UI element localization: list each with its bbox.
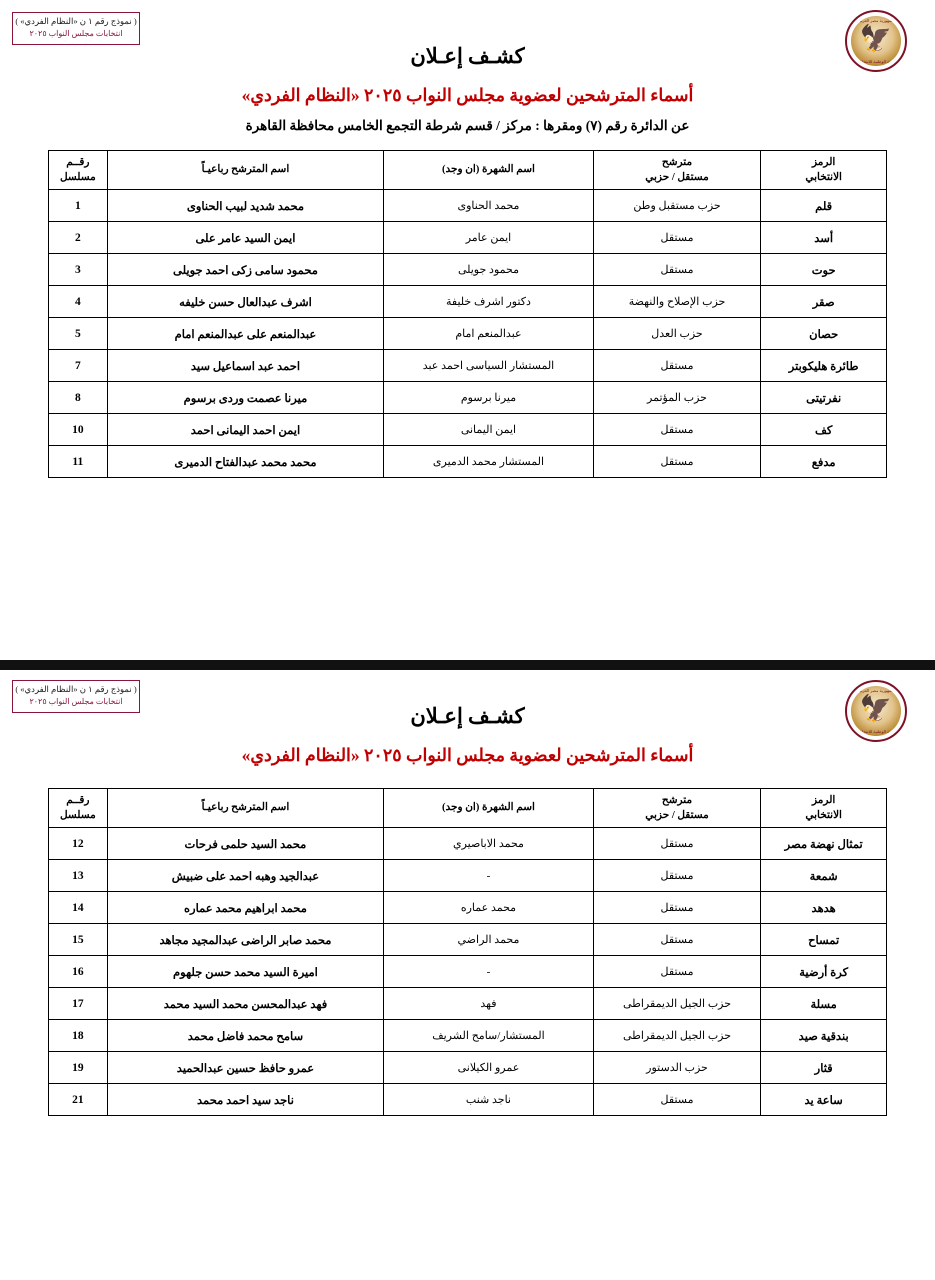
emblem-arc-top-text: جمهورية مصر العربية <box>857 688 895 693</box>
cell-fame: المستشار محمد الدميرى <box>384 446 594 478</box>
cell-symbol: بندقية صيد <box>761 1020 887 1052</box>
cell-symbol: صقر <box>761 286 887 318</box>
cell-name: فهد عبدالمحسن محمد السيد محمد <box>107 988 384 1020</box>
cell-symbol: هدهد <box>761 892 887 924</box>
cell-symbol: شمعة <box>761 860 887 892</box>
cell-number: 17 <box>49 988 108 1020</box>
column-header-symbol: الرمز الانتخابي <box>761 151 887 190</box>
cell-number: 1 <box>49 190 108 222</box>
emblem-arc-bottom-text: الهيئة الوطنية للانتخابات <box>855 729 897 734</box>
cell-fame: المستشار/سامح الشريف <box>384 1020 594 1052</box>
cell-party: مستقل <box>593 860 761 892</box>
table-row <box>49 1020 887 1052</box>
cell-name: عمرو حافظ حسين عبدالحميد <box>107 1052 384 1084</box>
cell-fame: عبدالمنعم امام <box>384 318 594 350</box>
cell-party: مستقل <box>593 414 761 446</box>
cell-number: 14 <box>49 892 108 924</box>
cell-number: 7 <box>49 350 108 382</box>
national-election-authority-emblem-icon <box>845 680 907 742</box>
cell-fame: عمرو الكيلانى <box>384 1052 594 1084</box>
cell-party: مستقل <box>593 828 761 860</box>
cell-party: مستقل <box>593 350 761 382</box>
cell-symbol: حوت <box>761 254 887 286</box>
column-header-fame: اسم الشهرة (ان وجد) <box>384 151 594 190</box>
cell-symbol: قلم <box>761 190 887 222</box>
page-separator <box>0 660 935 670</box>
cell-name: عبدالمنعم على عبدالمنعم امام <box>107 318 384 350</box>
cell-symbol: تمثال نهضة مصر <box>761 828 887 860</box>
cell-party: حزب الدستور <box>593 1052 761 1084</box>
form-code-line2: انتخابات مجلس النواب ٢٠٢٥ <box>29 697 123 707</box>
table-row <box>49 956 887 988</box>
table-row <box>49 254 887 286</box>
emblem-inner <box>851 16 901 66</box>
cell-name: ميرنا عصمت وردى برسوم <box>107 382 384 414</box>
table-row <box>49 414 887 446</box>
column-header-party: مترشح مستقل / حزبي <box>593 789 761 828</box>
cell-fame: المستشار السياسى احمد عبد <box>384 350 594 382</box>
form-code-line1: ( نموذج رقم ١ ن «النظام الفردي» ) <box>15 16 137 26</box>
cell-name: محمد صابر الراضى عبدالمجيد مجاهد <box>107 924 384 956</box>
cell-name: سامح محمد فاضل محمد <box>107 1020 384 1052</box>
cell-symbol: كف <box>761 414 887 446</box>
cell-symbol: مدفع <box>761 446 887 478</box>
document-page-2 <box>0 670 935 1280</box>
cell-fame: محمد الراضي <box>384 924 594 956</box>
cell-party: مستقل <box>593 1084 761 1116</box>
cell-fame: ايمن عامر <box>384 222 594 254</box>
page-subtitle: أسماء المترشحين لعضوية مجلس النواب ٢٠٢٥ «النظام الفردي» <box>241 85 694 105</box>
cell-party: حزب الإصلاح والنهضة <box>593 286 761 318</box>
cell-fame: محمد الحناوى <box>384 190 594 222</box>
cell-symbol: أسد <box>761 222 887 254</box>
cell-party: حزب الجيل الديمقراطى <box>593 988 761 1020</box>
cell-number: 3 <box>49 254 108 286</box>
cell-name: محمد محمد عبدالفتاح الدميرى <box>107 446 384 478</box>
cell-fame: ناجد شنب <box>384 1084 594 1116</box>
cell-number: 4 <box>49 286 108 318</box>
cell-number: 18 <box>49 1020 108 1052</box>
cell-party: حزب المؤتمر <box>593 382 761 414</box>
cell-symbol: نفرتيتى <box>761 382 887 414</box>
cell-name: احمد عبد اسماعيل سيد <box>107 350 384 382</box>
cell-number: 15 <box>49 924 108 956</box>
table-row <box>49 828 887 860</box>
cell-fame: محمد عماره <box>384 892 594 924</box>
table-row <box>49 860 887 892</box>
cell-name: محمود سامى زكى احمد جويلى <box>107 254 384 286</box>
table-row <box>49 222 887 254</box>
cell-party: حزب الجيل الديمقراطى <box>593 1020 761 1052</box>
cell-name: ناجد سيد احمد محمد <box>107 1084 384 1116</box>
cell-party: مستقل <box>593 254 761 286</box>
table-header-row <box>49 151 887 190</box>
cell-name: اميرة السيد محمد حسن جلهوم <box>107 956 384 988</box>
cell-number: 5 <box>49 318 108 350</box>
table-row <box>49 892 887 924</box>
cell-fame: دكتور اشرف خليفة <box>384 286 594 318</box>
candidates-table-wrapper <box>0 150 935 478</box>
cell-fame: - <box>384 860 594 892</box>
column-header-number: رقــم مسلسل <box>49 151 108 190</box>
cell-fame: محمود جويلى <box>384 254 594 286</box>
cell-party: مستقل <box>593 446 761 478</box>
candidates-table <box>48 788 887 1116</box>
table-row <box>49 318 887 350</box>
column-header-name: اسم المترشح رباعيـاً <box>107 151 384 190</box>
cell-symbol: قثار <box>761 1052 887 1084</box>
table-row <box>49 382 887 414</box>
cell-fame: فهد <box>384 988 594 1020</box>
column-header-party: مترشح مستقل / حزبي <box>593 151 761 190</box>
cell-party: حزب العدل <box>593 318 761 350</box>
cell-party: مستقل <box>593 222 761 254</box>
page-title: كشـف إعـلان <box>410 704 525 728</box>
cell-name: محمد السيد حلمى فرحات <box>107 828 384 860</box>
column-header-fame: اسم الشهرة (ان وجد) <box>384 789 594 828</box>
candidates-table <box>48 150 887 478</box>
table-row <box>49 988 887 1020</box>
cell-number: 8 <box>49 382 108 414</box>
page-subtitle: أسماء المترشحين لعضوية مجلس النواب ٢٠٢٥ «النظام الفردي» <box>241 745 694 765</box>
cell-party: مستقل <box>593 924 761 956</box>
cell-party: مستقل <box>593 956 761 988</box>
cell-symbol: مسلة <box>761 988 887 1020</box>
cell-number: 2 <box>49 222 108 254</box>
cell-number: 11 <box>49 446 108 478</box>
cell-number: 12 <box>49 828 108 860</box>
cell-fame: ايمن اليمانى <box>384 414 594 446</box>
table-header-row <box>49 789 887 828</box>
page-title: كشـف إعـلان <box>410 44 525 68</box>
cell-name: محمد ابراهيم محمد عماره <box>107 892 384 924</box>
column-header-name: اسم المترشح رباعيـاً <box>107 789 384 828</box>
eagle-icon: 🦅 <box>859 694 893 723</box>
table-row <box>49 1052 887 1084</box>
cell-name: ايمن السيد عامر على <box>107 222 384 254</box>
cell-number: 16 <box>49 956 108 988</box>
table-row <box>49 446 887 478</box>
cell-symbol: طائرة هليكوبتر <box>761 350 887 382</box>
column-header-symbol: الرمز الانتخابي <box>761 789 887 828</box>
emblem-arc-bottom-text: الهيئة الوطنية للانتخابات <box>855 59 897 64</box>
cell-fame: محمد الاباصيري <box>384 828 594 860</box>
cell-name: عبدالجيد وهبه احمد على ضبيش <box>107 860 384 892</box>
cell-number: 21 <box>49 1084 108 1116</box>
table-row <box>49 190 887 222</box>
cell-fame: - <box>384 956 594 988</box>
cell-name: اشرف عبدالعال حسن خليفه <box>107 286 384 318</box>
cell-party: حزب مستقبل وطن <box>593 190 761 222</box>
emblem-inner <box>851 686 901 736</box>
emblem-arc-top-text: جمهورية مصر العربية <box>857 18 895 23</box>
table-row <box>49 286 887 318</box>
form-code-stamp <box>12 680 140 713</box>
form-code-stamp <box>12 12 140 45</box>
cell-name: محمد شديد لبيب الحناوى <box>107 190 384 222</box>
cell-symbol: كرة أرضية <box>761 956 887 988</box>
candidates-table-wrapper <box>0 788 935 1116</box>
form-code-line2: انتخابات مجلس النواب ٢٠٢٥ <box>29 29 123 39</box>
cell-number: 13 <box>49 860 108 892</box>
table-row <box>49 350 887 382</box>
table-row <box>49 924 887 956</box>
table-row <box>49 1084 887 1116</box>
cell-name: ايمن احمد اليمانى احمد <box>107 414 384 446</box>
national-election-authority-emblem-icon <box>845 10 907 72</box>
column-header-number: رقــم مسلسل <box>49 789 108 828</box>
cell-number: 19 <box>49 1052 108 1084</box>
cell-symbol: حصان <box>761 318 887 350</box>
cell-fame: ميرنا برسوم <box>384 382 594 414</box>
cell-number: 10 <box>49 414 108 446</box>
cell-symbol: ساعة يد <box>761 1084 887 1116</box>
eagle-icon: 🦅 <box>859 24 893 53</box>
form-code-line1: ( نموذج رقم ١ ن «النظام الفردي» ) <box>15 684 137 694</box>
cell-party: مستقل <box>593 892 761 924</box>
district-line: عن الدائرة رقم (٧) ومقرها : مركز / قسم شرطة التجمع الخامس محافظة القاهرة <box>245 118 690 133</box>
cell-symbol: تمساح <box>761 924 887 956</box>
